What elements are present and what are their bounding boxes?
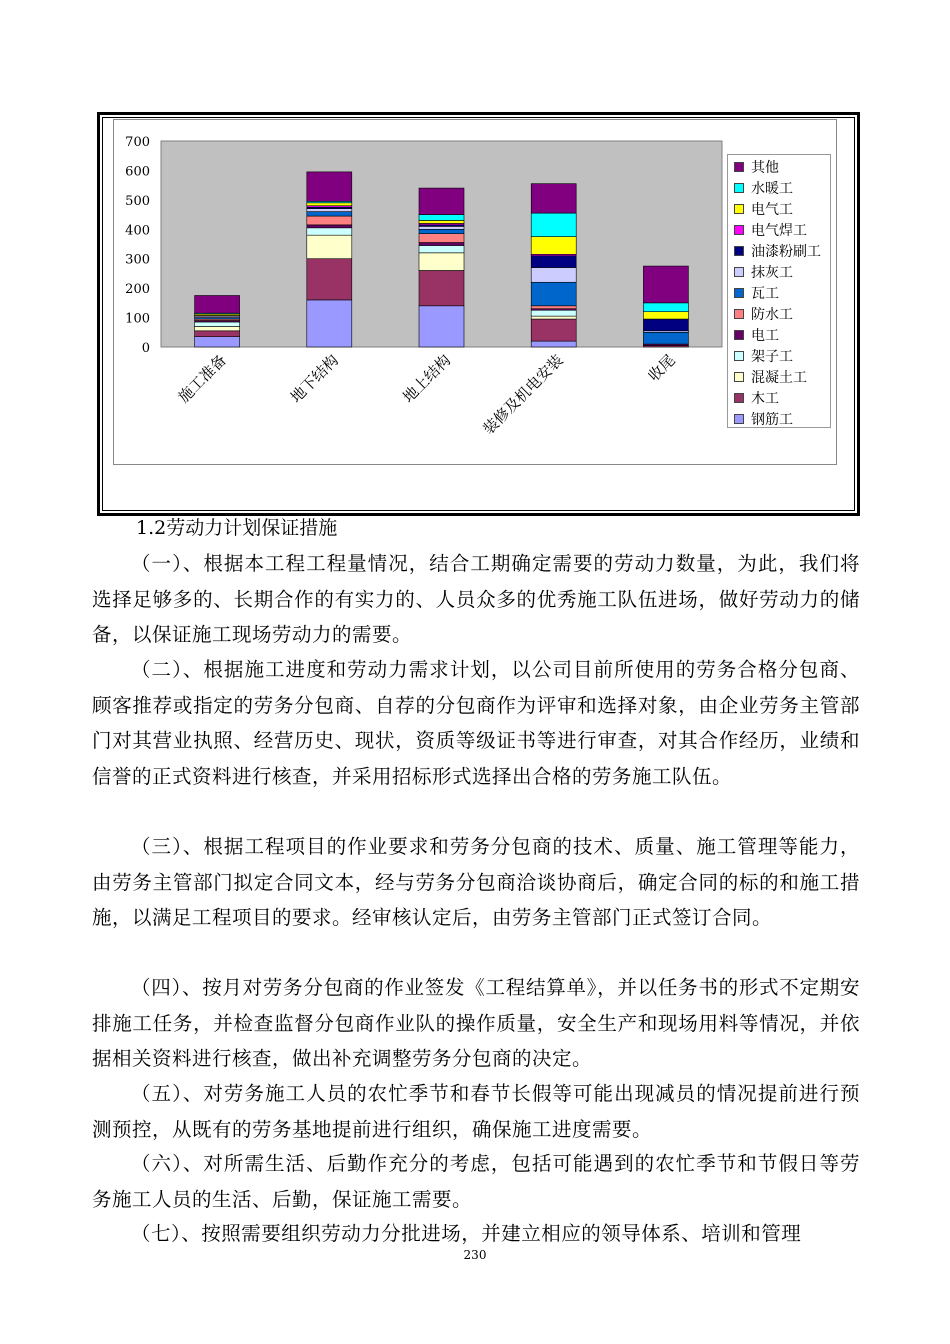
legend-swatch xyxy=(734,330,744,340)
y-tick-label: 0 xyxy=(141,341,150,356)
x-category-label: 地下结构 xyxy=(286,351,343,407)
legend-swatch xyxy=(734,267,744,277)
legend-swatch xyxy=(734,225,744,235)
legend-item xyxy=(734,367,807,387)
bar-segment-3-6 xyxy=(531,282,576,306)
legend-label: 抹灰工 xyxy=(751,265,793,281)
legend-label: 水暖工 xyxy=(751,181,793,197)
page-number: 230 xyxy=(463,1248,487,1262)
y-tick-label: 300 xyxy=(125,252,150,268)
bar-segment-2-1 xyxy=(419,270,464,305)
section-heading: 1.2劳动力计划保证措施 xyxy=(136,517,338,539)
legend-swatch xyxy=(734,309,744,319)
bar-segment-3-2 xyxy=(531,316,576,319)
paragraph-2: （二）、根据施工进度和劳动力需求计划，以公司目前所使用的劳务合格分包商、顾客推荐或指定的劳务分包商、自荐的分包商作为评审和选择对象，由企业劳务主管部门对其营业执照、经营历史、现状，资质等级证书等进行审查，对其合作经历，业绩和信誉的正式资料进行核查，并采用招标形式选择出合格的劳务施工队伍。 xyxy=(92,658,860,788)
bar-segment-2-2 xyxy=(419,253,464,271)
x-category-label: 施工准备 xyxy=(174,351,230,407)
legend-label: 混凝土工 xyxy=(751,370,807,386)
legend-item xyxy=(734,283,779,303)
legend-swatch xyxy=(734,246,744,256)
bar-segment-3-1 xyxy=(531,319,576,341)
bar-segment-2-0 xyxy=(419,306,464,347)
legend-item xyxy=(734,346,793,366)
legend-label: 防水工 xyxy=(751,307,793,323)
bar-segment-1-12 xyxy=(307,172,352,201)
y-tick-label: 600 xyxy=(125,164,150,180)
bar-segment-1-6 xyxy=(307,212,352,216)
legend-label: 钢筋工 xyxy=(751,412,793,428)
legend-item xyxy=(734,241,821,261)
y-tick-label: 700 xyxy=(125,135,150,150)
legend-item xyxy=(734,304,793,324)
bar-segment-2-4 xyxy=(419,243,464,246)
bar-segment-2-6 xyxy=(419,229,464,233)
bar-segment-4-10 xyxy=(643,312,688,319)
legend-swatch xyxy=(734,162,744,172)
bar-segment-1-10 xyxy=(307,203,352,206)
paragraph-1: （一）、根据本工程工程量情况，结合工期确定需要的劳动力数量，为此，我们将选择足够多的、长期合作的有实力的、人员众多的优秀施工队伍进场，做好劳动力的储备，以保证施工现场劳动力的需要。 xyxy=(92,552,860,646)
bar-segment-1-4 xyxy=(307,225,352,228)
bar-segment-1-0 xyxy=(307,300,352,347)
legend-label: 瓦工 xyxy=(751,286,779,302)
legend-swatch xyxy=(734,183,744,193)
bar-segment-3-7 xyxy=(531,268,576,283)
bar-segment-3-10 xyxy=(531,237,576,255)
bar-segment-4-12 xyxy=(643,266,688,303)
legend-label: 电气焊工 xyxy=(751,223,807,239)
legend-item xyxy=(734,262,793,282)
legend-swatch xyxy=(734,393,744,403)
legend-item xyxy=(734,199,793,219)
bar-segment-2-3 xyxy=(419,245,464,252)
bar-segment-0-3 xyxy=(195,322,240,326)
bar-segment-1-1 xyxy=(307,259,352,300)
paragraph-4: （四）、按月对劳务分包商的作业签发《工程结算单》，并以任务书的形式不定期安排施工任务，并检查监督分包商作业队的操作质量，安全生产和现场用料等情况，并依据相关资料进行核查，做出补充调整劳务分包商的决定。 xyxy=(92,976,860,1070)
chart-legend xyxy=(727,154,831,428)
bar-segment-1-7 xyxy=(307,209,352,212)
legend-swatch xyxy=(734,372,744,382)
bar-segment-2-7 xyxy=(419,226,464,229)
paragraph-6: （六）、对所需生活、后勤作充分的考虑，包括可能遇到的农忙季节和节假日等劳务施工人员的生活、后勤，保证施工需要。 xyxy=(92,1152,860,1211)
x-category-label: 收尾 xyxy=(644,351,679,386)
legend-swatch xyxy=(734,414,744,424)
legend-item xyxy=(734,325,779,345)
bar-segment-1-5 xyxy=(307,216,352,225)
x-category-label: 地上结构 xyxy=(399,351,455,407)
bar-segment-2-5 xyxy=(419,234,464,243)
legend-label: 木工 xyxy=(751,391,779,407)
legend-label: 其他 xyxy=(751,160,779,176)
bar-segment-0-2 xyxy=(195,326,240,330)
legend-item xyxy=(734,409,793,429)
y-tick-label: 500 xyxy=(125,193,150,209)
legend-swatch xyxy=(734,351,744,361)
paragraph-3: （三）、根据工程项目的作业要求和劳务分包商的技术、质量、施工管理等能力，由劳务主管部门拟定合同文本，经与劳务分包商洽谈协商后，确定合同的标的和施工措施，以满足工程项目的要求。经审核认定后，由劳务主管部门正式签订合同。 xyxy=(92,835,860,929)
bar-segment-1-2 xyxy=(307,235,352,259)
bar-segment-0-1 xyxy=(195,331,240,337)
y-tick-label: 400 xyxy=(125,223,150,239)
bar-segment-2-10 xyxy=(419,220,464,223)
y-tick-label: 200 xyxy=(125,282,150,298)
legend-swatch xyxy=(734,204,744,214)
bar-segment-0-0 xyxy=(195,337,240,347)
bar-segment-3-3 xyxy=(531,310,576,316)
legend-item xyxy=(734,388,779,408)
legend-label: 油漆粉刷工 xyxy=(751,244,821,260)
legend-label: 电工 xyxy=(751,328,779,344)
bar-segment-1-3 xyxy=(307,228,352,235)
legend-label: 电气工 xyxy=(751,202,793,218)
bar-segment-4-8 xyxy=(643,319,688,331)
bar-segment-2-12 xyxy=(419,188,464,214)
x-category-label: 装修及机电安装 xyxy=(479,351,567,439)
bar-segment-0-12 xyxy=(195,296,240,314)
bar-segment-3-0 xyxy=(531,341,576,347)
bar-segment-4-6 xyxy=(643,332,688,344)
paragraph-5: （五）、对劳务施工人员的农忙季节和春节长假等可能出现减员的情况提前进行预测预控，从既有的劳务基地提前进行组织，确保施工进度需要。 xyxy=(92,1082,860,1141)
bar-segment-3-8 xyxy=(531,256,576,268)
bar-segment-3-12 xyxy=(531,184,576,213)
bar-segment-3-5 xyxy=(531,306,576,309)
bar-segment-3-11 xyxy=(531,213,576,237)
bar-segment-4-11 xyxy=(643,303,688,312)
legend-swatch xyxy=(734,288,744,298)
y-tick-label: 100 xyxy=(125,311,150,327)
legend-item xyxy=(734,220,807,240)
paragraph-7: （七）、按照需要组织劳动力分批进场，并建立相应的领导体系、培训和管理 xyxy=(131,1222,802,1245)
bar-segment-2-11 xyxy=(419,215,464,221)
legend-item xyxy=(734,157,779,177)
legend-item xyxy=(734,178,793,198)
legend-label: 架子工 xyxy=(751,349,793,365)
